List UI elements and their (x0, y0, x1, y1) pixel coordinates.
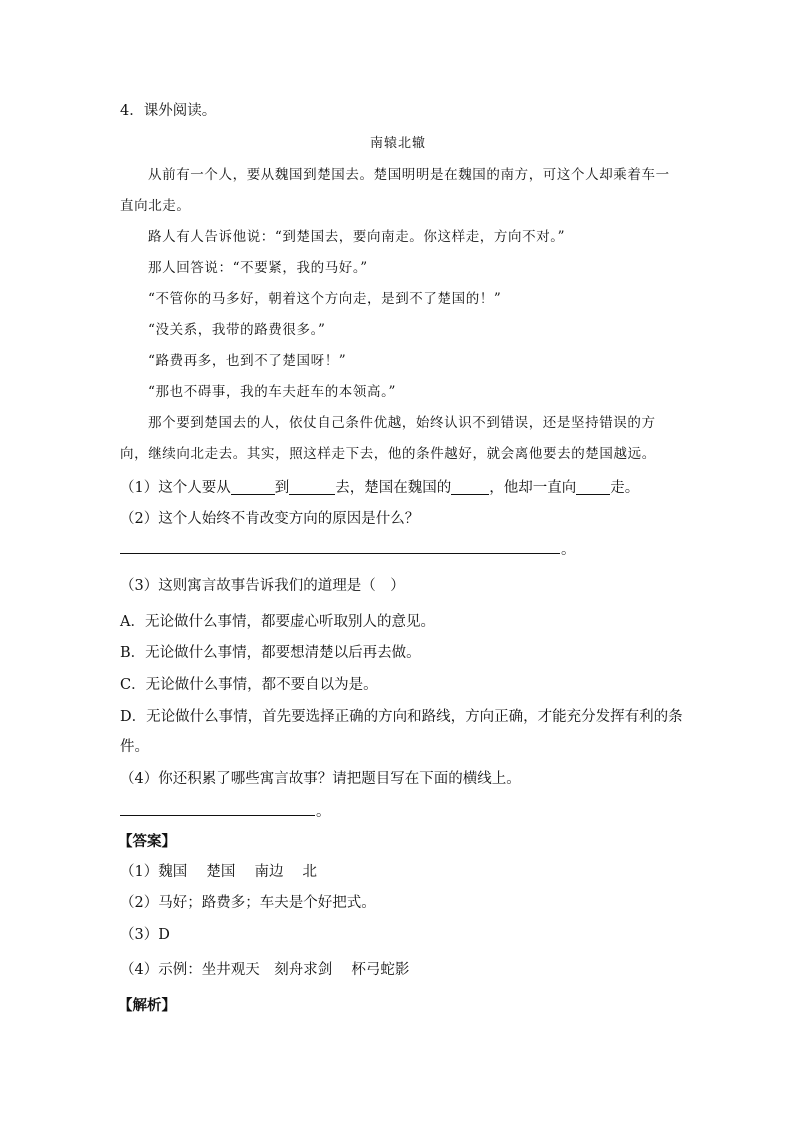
answer-line-end: 。 (561, 542, 576, 558)
story-line: “那也不碍事，我的车夫赶车的本领高。” (148, 384, 396, 400)
story-line: 那个要到楚国去的人，依仗自己条件优越，始终认识不到错误，还是坚持错误的方 (148, 415, 656, 431)
answer-3: （3）D (120, 927, 170, 943)
answer-1: （1）魏国 楚国 南边 北 (120, 864, 318, 880)
option-b: B．无论做什么事情，都要想清楚以后再去做。 (120, 645, 421, 661)
fill-blank[interactable] (576, 480, 610, 495)
analysis-label: 【解析】 (118, 997, 176, 1014)
option-d-continued: 件。 (120, 739, 149, 755)
story-title: 南辕北辙 (370, 136, 427, 151)
story-line: “路费再多，也到不了楚国呀！” (148, 353, 347, 369)
story-line: “不管你的马多好，朝着这个方向走，是到不了楚国的！” (148, 291, 502, 307)
story-line: 那人回答说：“不要紧，我的马好。” (148, 260, 368, 276)
answer-4: （4）示例：坐井观天 刻舟求剑 杯弓蛇影 (120, 962, 410, 978)
answer-line[interactable] (120, 815, 315, 816)
answer-line-end: 。 (316, 804, 331, 820)
question-header: 4．课外阅读。 (120, 103, 217, 119)
answer-line[interactable] (120, 553, 560, 554)
option-c: C．无论做什么事情，都不要自以为是。 (120, 677, 378, 693)
story-line: 从前有一个人，要从魏国到楚国去。楚国明明是在魏国的南方，可这个人却乘着车一 (148, 167, 670, 183)
story-line: 路人有人告诉他说：“到楚国去，要向南走。你这样走，方向不对。” (148, 229, 566, 245)
question-4: （4）你还积累了哪些寓言故事？请把题目写在下面的横线上。 (120, 771, 521, 787)
fill-blank[interactable] (289, 480, 335, 495)
question-3: （3）这则寓言故事告诉我们的道理是（ ） (120, 578, 405, 594)
answer-2: （2）马好；路费多；车夫是个好把式。 (120, 895, 376, 911)
fill-blank[interactable] (451, 480, 489, 495)
question-1: （1）这个人要从 到 去，楚国在魏国的 ，他却一直向 走。 (120, 480, 640, 496)
option-a: A．无论做什么事情，都要虚心听取别人的意见。 (120, 614, 435, 630)
story-line: “没关系，我带的路费很多。” (148, 322, 326, 338)
fill-blank[interactable] (231, 480, 275, 495)
story-line: 向，继续向北走去。其实，照这样走下去，他的条件越好，就会离他要去的楚国越远。 (120, 446, 656, 462)
answer-label: 【答案】 (118, 833, 176, 850)
option-d: D．无论做什么事情，首先要选择正确的方向和路线，方向正确，才能充分发挥有利的条 (120, 709, 683, 725)
story-line: 直向北走。 (120, 198, 191, 214)
question-2: （2）这个人始终不肯改变方向的原因是什么？ (120, 511, 420, 527)
